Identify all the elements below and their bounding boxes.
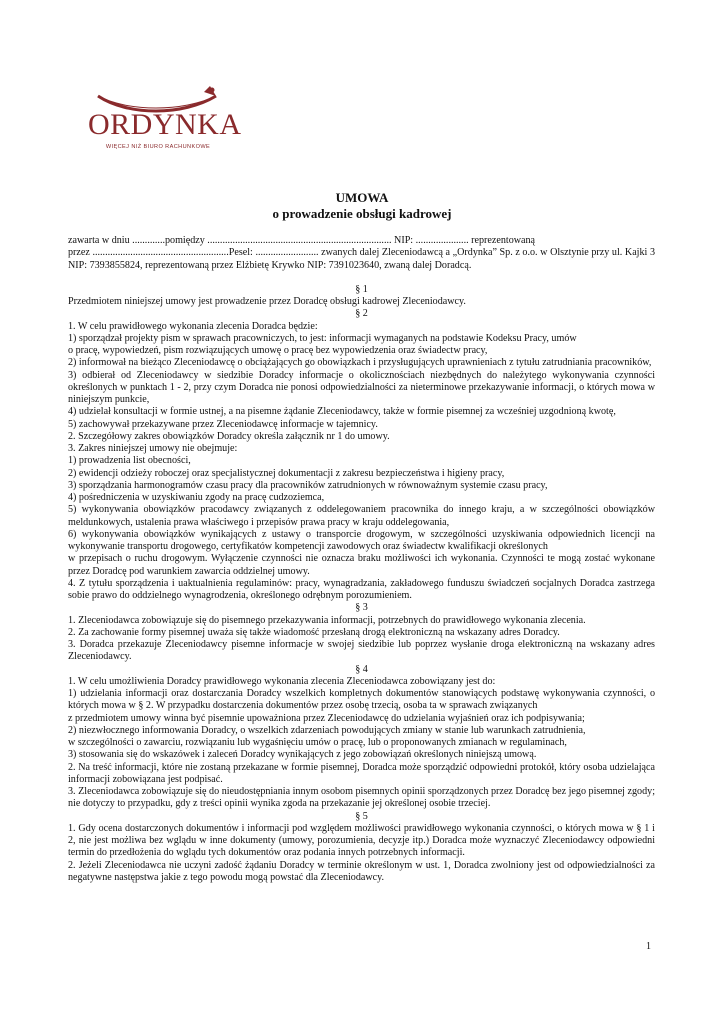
clause-line: 1. Zleceniodawca zobowiązuje się do pisemnego przekazywania informacji, potrzebnych do prawidłowego wykonania zlecenia. (68, 614, 586, 626)
document-subtitle: o prowadzenie obsługi kadrowej (272, 206, 452, 221)
clause-line: 2. Na treść informacji, które nie zostaną przekazane w formie pisemnej, Doradca może sporządzić odpowiedni protokół, który osoba udzielająca informacji zobowiązana jest podpisać. (68, 761, 655, 785)
section-2-heading: § 2 (355, 308, 368, 320)
clause-line: 1) prowadzenia list obecności, (68, 455, 191, 467)
clause-line: o pracę, wypowiedzeń, pism rozwiązujących umowę o pracę bez wypowiedzenia oraz świadectw pracy, (68, 345, 488, 356)
section-1-heading: § 1 (355, 283, 368, 295)
intro-line-1: zawarta w dniu .............pomiędzy ......................................................................... NIP: ..................... reprezentowaną (68, 235, 536, 246)
clause-line: 5) zachowywał przekazywane przez Zleceniodawcę informacje w tajemnicy. (68, 418, 378, 430)
clause-line: 4) udzielał konsultacji w formie ustnej, a na pisemne żądanie Zleceniodawcy, także w formie pisemnej za wcześniej uzgodnioną kwotę, (68, 406, 616, 418)
clause-line: 3. Zakres niniejszej umowy nie obejmuje: (68, 443, 238, 454)
clause-line: 4. Z tytułu sporządzenia i uaktualnienia regulaminów: pracy, wynagradzania, zakładowego funduszu świadczeń socjalnych Doradca zastrzega sobie prawo do oddzielnego wynagrodzenia, określonego odrębnym porozumieniem. (68, 577, 655, 601)
clause-line: 3) sporządzania harmonogramów czasu pracy dla pracowników zatrudnionych w równoważnym systemie czasu pracy, (68, 479, 548, 491)
document-body (68, 235, 655, 884)
section-3-body (68, 615, 655, 664)
clause-line: 2) ewidencji odzieży roboczej oraz specjalistycznej dokumentacji z zakresu bezpieczeństwa i higieny pracy, (68, 467, 505, 479)
clause-line: 3. Zleceniodawca zobowiązuje się do nieudostępniania innym osobom pisemnych opinii sporządzonych przez Doradcę bez jego pisemnej zgody; nie dotyczy to przypadku, gdy z treści opinii wynika zgoda na przekazanie jej określonej osobie trzeciej. (68, 786, 655, 810)
clause-line: w szczególności o zawarciu, rozwiązaniu lub wygaśnięciu umów o pracę, lub o proponowanych zmianach w regulaminach, (68, 737, 567, 748)
intro-line-2: przez ......................................................Pesel: ......................... zwanych dalej Zleceniodawcą a „Ordynka” Sp. z o.o. w Olsztynie przy ul. Kajki 3 NIP: 7393855824, reprezentowaną przez Elżbietę Krywko NIP: 7391023640, zwaną dalej Doradcą. (68, 247, 655, 271)
clause-line: 6) wykonywania obowiązków wynikających z ustawy o transporcie drogowym, w szczególności uzyskiwania odpowiednich licencji na wykonywanie transportu drogowego, certyfikatów kompetencji zawodowych oraz świadectw kwalifikacji określonych (68, 528, 655, 552)
clause-line: 1) sporządzał projekty pism w sprawach pracowniczych, to jest: informacji wymaganych na podstawie Kodeksu Pracy, umów (68, 332, 577, 344)
document-title: UMOWA (335, 190, 389, 205)
section-1-text: Przedmiotem niniejszej umowy jest prowadzenie przez Doradcę obsługi kadrowej Zleceniodawcy. (68, 296, 466, 307)
clause-line: 2. Jeżeli Zleceniodawca nie uczyni zadość żądaniu Doradcy w terminie określonym w ust. 1, Doradca zwolniony jest od odpowiedzialności za negatywne następstwa jakie z tego powodu mogą powstać dla Zleceniodawcy. (68, 859, 655, 883)
section-2-body (68, 321, 655, 603)
section-5-heading: § 5 (355, 810, 368, 822)
clause-line: 1. Gdy ocena dostarczonych dokumentów i informacji pod względem możliwości prawidłowego wykonania czynności, o których mowa w § 1 i 2, nie jest możliwa bez wglądu w inne dokumenty (umowy, porozumienia, decyzje itp.) Doradca może wyznaczyć Zleceniodawcy odpowiedni termin do przedłożenia do wglądu tych dokumentów oraz podania innych potrzebnych informacji. (68, 822, 655, 859)
company-logo (88, 82, 242, 154)
clause-line: 5) wykonywania obowiązków pracodawcy związanych z oddelegowaniem pracownika do innego kraju, a w szczególności obowiązków meldunkowych, ustalenia prawa właściwego i przepisów prawa pracy w kraju oddelegowania, (68, 504, 655, 528)
clause-line: 2. Za zachowanie formy pisemnej uważa się także wiadomość przesłaną drogą elektroniczną na wskazany adres Doradcy. (68, 626, 560, 638)
clause-line: 3. Doradca przekazuje Zleceniodawcy pisemne informacje w swojej siedzibie lub poprzez wysłanie droga elektroniczną na wskazany adres Zleceniodawcy. (68, 639, 655, 663)
logo-tagline: WIĘCEJ NIŻ BIURO RACHUNKOWE (105, 144, 211, 150)
clause-line: 1) udzielania informacji oraz dostarczania Doradcy wszelkich kompletnych dokumentów stanowiących podstawę wykonywania czynności, o których mowa w § 2. W przypadku dostarczenia dokumentów przez osobę trzecią, osoba ta w sprawach związanych (68, 688, 655, 712)
section-3-heading: § 3 (355, 602, 368, 614)
clause-line: z przedmiotem umowy winna być pisemnie upoważniona przez Zleceniodawcę do udzielania wyjaśnień oraz ich podpisywania; (68, 712, 585, 724)
clause-line: 2) informował na bieżąco Zleceniodawcę o obciążających go obowiązkach i przysługujących uprawnieniach z tytułu zatrudniania pracowników, (68, 357, 652, 369)
page-number: 1 (646, 941, 651, 952)
clause-line: w przepisach o ruchu drogowym. Wyłączenie czynności nie oznacza braku możliwości ich wykonania. Czynności te mogą zostać wykonane przez Doradcę pod warunkiem zawarcia oddzielnej umowy. (68, 553, 655, 577)
clause-line: 4) pośredniczenia w uzyskiwaniu zgody na pracę cudzoziemca, (68, 492, 325, 503)
clause-line: 1. W celu umożliwienia Doradcy prawidłowego wykonania zlecenia Zleceniodawca zobowiązany jest do: (68, 675, 496, 687)
clause-line: 1. W celu prawidłowego wykonania zlecenia Doradca będzie: (68, 320, 318, 332)
clause-line: 3) stosowania się do wskazówek i zaleceń Doradcy wynikających z jego zobowiązań określonych niniejszą umową. (68, 749, 537, 761)
logo-wordmark: ORDYNKA (88, 108, 242, 141)
clause-line: 3) odbierał od Zleceniodawcy w siedzibie Doradcy informacje o okolicznościach niezbędnych do należytego wykonywania czynności określonych w punktach 1 - 2, przy czym Doradca nie ponosi odpowiedzialności za nieterminowe przekazywanie informacji, o których mowa w niniejszym punkcie, (68, 369, 655, 405)
section-5-body (68, 823, 655, 884)
clause-line: 2) niezwłocznego informowania Doradcy, o wszelkich zdarzeniach powodujących zmiany w stanie lub warunkach zatrudnienia, (68, 724, 586, 736)
section-4-heading: § 4 (355, 663, 368, 675)
clause-line: 2. Szczegółowy zakres obowiązków Doradcy określa załącznik nr 1 do umowy. (68, 430, 390, 442)
section-4-body (68, 676, 655, 811)
